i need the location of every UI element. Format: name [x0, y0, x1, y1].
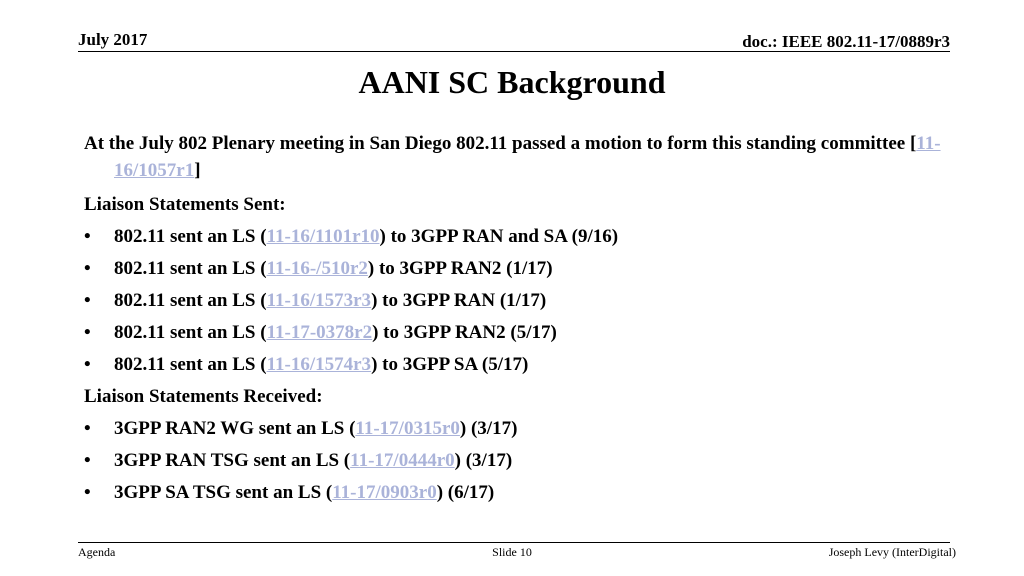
list-item: [84, 253, 944, 285]
list-item: [84, 445, 944, 477]
item-text-end: ) to 3GPP SA (5/17): [371, 354, 529, 375]
ls-link[interactable]: 11-17/0444r0: [350, 450, 455, 471]
header-doc-id: doc.: IEEE 802.11-17/0889r3: [742, 32, 950, 51]
item-text-end: ) (3/17): [454, 450, 513, 471]
ls-link[interactable]: 11-17/0903r0: [332, 482, 437, 503]
intro-paragraph: [84, 130, 944, 184]
ls-link[interactable]: 11-16/1574r3: [266, 354, 372, 375]
sent-list: [84, 221, 944, 381]
bullet-icon: •: [84, 354, 91, 375]
item-text-end: ) to 3GPP RAN2 (1/17): [367, 258, 553, 279]
item-text-end: ) to 3GPP RAN2 (5/17): [372, 322, 557, 343]
item-text-end: ) to 3GPP RAN and SA (9/16): [379, 226, 619, 247]
ls-link[interactable]: 11-17/0315r0: [355, 418, 460, 439]
bullet-icon: •: [84, 322, 91, 343]
bullet-icon: •: [84, 226, 91, 247]
bullet-icon: •: [84, 450, 91, 471]
list-item: [84, 349, 944, 381]
item-text: 3GPP RAN TSG sent an LS (: [114, 450, 351, 471]
ls-link[interactable]: 11-16-/510r2: [266, 258, 368, 279]
item-text: 802.11 sent an LS (: [114, 290, 267, 311]
ls-link[interactable]: 11-17-0378r2: [266, 322, 373, 343]
list-item: [84, 413, 944, 445]
bullet-icon: •: [84, 482, 91, 503]
item-text: 802.11 sent an LS (: [114, 322, 267, 343]
bullet-icon: •: [84, 418, 91, 439]
received-list: [84, 413, 944, 509]
footer-left: Agenda: [78, 545, 116, 559]
item-text: 802.11 sent an LS (: [114, 354, 267, 375]
footer-rule: [78, 542, 950, 543]
header-rule: [78, 51, 950, 52]
bullet-icon: •: [84, 290, 91, 311]
item-text-end: ) (3/17): [459, 418, 518, 439]
list-item: [84, 477, 944, 509]
ls-link[interactable]: 11-16/1101r10: [266, 226, 380, 247]
item-text-end: ) (6/17): [436, 482, 495, 503]
list-item: [84, 285, 944, 317]
bullet-icon: •: [84, 258, 91, 279]
sent-heading: Liaison Statements Sent:: [84, 194, 286, 215]
intro-link[interactable]: 11-16/1057r1: [114, 133, 941, 181]
intro-text-end: ]: [194, 160, 201, 181]
footer-author: Joseph Levy (InterDigital): [828, 545, 956, 559]
slide-number: Slide 10: [492, 545, 532, 559]
ls-link[interactable]: 11-16/1573r3: [266, 290, 372, 311]
received-heading: Liaison Statements Received:: [84, 386, 323, 407]
item-text: 3GPP SA TSG sent an LS (: [114, 482, 333, 503]
slide-body: [84, 130, 944, 509]
item-text: 3GPP RAN2 WG sent an LS (: [114, 418, 356, 439]
list-item: [84, 317, 944, 349]
header-date: July 2017: [78, 30, 148, 49]
intro-text: At the July 802 Plenary meeting in San Diego 802.11 passed a motion to form this standing committee [: [84, 133, 917, 154]
list-item: [84, 221, 944, 253]
slide-title: AANI SC Background: [358, 64, 666, 100]
item-text: 802.11 sent an LS (: [114, 258, 267, 279]
item-text-end: ) to 3GPP RAN (1/17): [371, 290, 547, 311]
item-text: 802.11 sent an LS (: [114, 226, 267, 247]
